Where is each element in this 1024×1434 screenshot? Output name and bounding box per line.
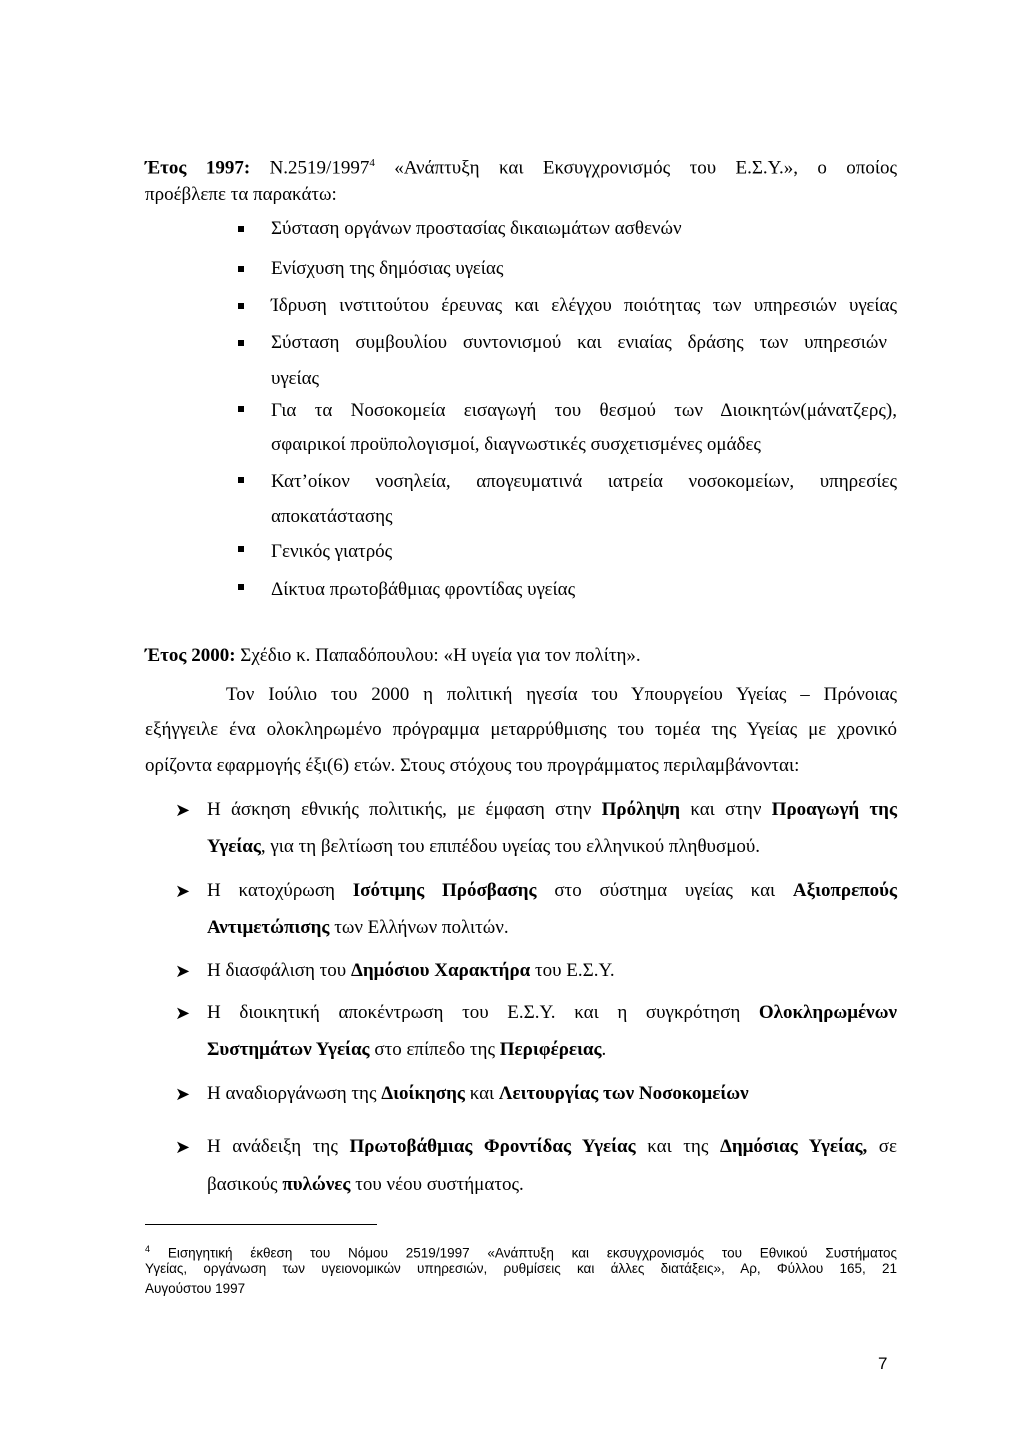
goal-text: Η κατοχύρωση (207, 880, 353, 901)
goal-item (207, 1134, 897, 1160)
goal-item-continuation (207, 1172, 897, 1198)
goal-text: Η αναδιοργάνωση της (207, 1083, 382, 1104)
goal-text: Η ανάδειξη της (207, 1136, 350, 1157)
list-item: Κατ’οίκον νοσηλεία, απογευματινά ιατρεία νοσοκομείων, υπηρεσίες (271, 471, 897, 492)
goal-item (207, 797, 897, 823)
goal-item (207, 958, 897, 984)
goal-text: Η διασφάλιση του (207, 960, 351, 981)
footnote-text: Εισηγητική έκθεση του Νόμου 2519/1997 «Ανάπτυξη και εκσυγχρονισμός του Εθνικού Συστήματος (150, 1245, 897, 1261)
intro-line-1997 (145, 150, 897, 181)
list-item-continuation: υγείας (271, 368, 320, 389)
bullet-icon (238, 584, 244, 590)
goal-emphasis: Δημόσιας Υγείας, (719, 1136, 868, 1157)
goal-item (207, 878, 897, 904)
goal-text: . (601, 1039, 607, 1060)
footnote-separator (145, 1224, 377, 1225)
goal-text: του νέου συστήματος. (350, 1174, 524, 1195)
goal-item-continuation (207, 915, 897, 941)
goal-text: στο σύστημα υγείας και (536, 880, 793, 901)
arrow-bullet-icon: ➤ (175, 1137, 191, 1157)
goal-text: και (464, 1083, 499, 1104)
list-item: Σύσταση οργάνων προστασίας δικαιωμάτων ασθενών (271, 218, 682, 239)
year-2000-heading: Έτος 2000: (145, 645, 236, 666)
bullet-icon (238, 477, 244, 483)
goal-text: Η διοικητική αποκέντρωση του Ε.Σ.Υ. και η συγκρότηση (207, 1002, 759, 1023)
goal-text: Η άσκηση εθνικής πολιτικής, με έμφαση στην (207, 799, 602, 820)
bullet-icon (238, 226, 244, 232)
arrow-bullet-icon: ➤ (175, 1003, 191, 1023)
goal-emphasis: Υγείας (207, 836, 261, 857)
list-item: Ίδρυση ινστιτούτου έρευνας και ελέγχου ποιότητας των υπηρεσιών υγείας (271, 295, 897, 316)
list-item: Ενίσχυση της δημόσιας υγείας (271, 258, 504, 279)
footnote-mark: 4 (145, 1244, 151, 1254)
goal-emphasis: Ολοκληρωμένων (758, 1002, 897, 1023)
paragraph-line: Τον Ιούλιο του 2000 η πολιτική ηγεσία του Υπουργείου Υγείας – Πρόνοιας (226, 684, 897, 705)
goal-emphasis: πυλώνες (282, 1174, 351, 1195)
goal-emphasis: Αντιμετώπισης (207, 917, 330, 938)
bullet-icon (238, 303, 244, 309)
goal-text: , για τη βελτίωση του επιπέδου υγείας του ελληνικού πληθυσμού. (260, 836, 761, 857)
heading-2000 (145, 643, 897, 669)
law-title: «Ανάπτυξη και Εκσυγχρονισμός του Ε.Σ.Υ.», ο οποίος (394, 157, 898, 179)
goal-text: και στην (680, 799, 772, 820)
bullet-icon (238, 546, 244, 552)
page-number: 7 (878, 1354, 888, 1373)
goal-item-continuation (207, 834, 897, 860)
footnote-line: Υγείας, οργάνωση των υγειονομικών υπηρεσιών, ρυθμίσεις και άλλες διατάξεις», Αρ, Φύλλου 165, 21 (145, 1261, 897, 1276)
arrow-bullet-icon: ➤ (175, 800, 191, 820)
goal-text: βασικούς (207, 1174, 283, 1195)
intro-line-2: προέβλεπε τα παρακάτω: (145, 184, 337, 205)
goal-emphasis: Διοίκησης (381, 1083, 465, 1104)
goal-emphasis: Πρόληψη (601, 799, 681, 820)
bullet-icon (238, 340, 244, 346)
goal-text: στο επίπεδο της (369, 1039, 500, 1060)
goal-emphasis: Συστημάτων Υγείας (207, 1039, 370, 1060)
goal-text: του Ε.Σ.Υ. (530, 960, 615, 981)
bullet-icon (238, 406, 244, 412)
law-reference: Ν.2519/1997 (269, 157, 370, 179)
goal-item (207, 1081, 897, 1107)
goal-text: σε (867, 1136, 898, 1157)
arrow-bullet-icon: ➤ (175, 881, 191, 901)
goal-emphasis: Προαγωγή της (771, 799, 897, 820)
goal-text: των Ελλήνων πολιτών. (329, 917, 509, 938)
goal-text: και της (635, 1136, 720, 1157)
footnote-line: Αυγούστου 1997 (145, 1281, 246, 1296)
footnote-reference: 4 (369, 157, 375, 169)
list-item: Γενικός γιατρός (271, 541, 393, 562)
arrow-bullet-icon: ➤ (175, 961, 191, 981)
list-item: Δίκτυα πρωτοβάθμιας φροντίδας υγείας (271, 579, 576, 600)
paragraph-line: ορίζοντα εφαρμογής έξι(6) ετών. Στους στόχους του προγράμματος περιλαμβάνονται: (145, 755, 800, 776)
goal-emphasis: Δημόσιου Χαρακτήρα (350, 960, 531, 981)
goal-emphasis: Πρωτοβάθμιας Φροντίδας Υγείας (349, 1136, 636, 1157)
goal-emphasis: Αξιοπρεπούς (792, 880, 897, 901)
year-1997-heading: Έτος 1997: (145, 157, 251, 179)
list-item-continuation: αποκατάστασης (271, 506, 393, 527)
paragraph-line: εξήγγειλε ένα ολοκληρωμένο πρόγραμμα μεταρρύθμισης του τομέα της Υγείας με χρονικό (145, 719, 897, 740)
goal-emphasis: Ισότιμης Πρόσβασης (352, 880, 537, 901)
plan-title: Σχέδιο κ. Παπαδόπουλου: «Η υγεία για τον πολίτη». (240, 645, 641, 666)
list-item-continuation: σφαιρικοί προϋπολογισμοί, διαγνωστικές συσχετισμένες ομάδες (271, 434, 761, 455)
arrow-bullet-icon: ➤ (175, 1084, 191, 1104)
list-item: Σύσταση συμβουλίου συντονισμού και ενιαίας δράσης των υπηρεσιών (271, 332, 887, 353)
goal-emphasis: Λειτουργίας των Νοσοκομείων (498, 1083, 749, 1104)
list-item: Για τα Νοσοκομεία εισαγωγή του θεσμού των Διοικητών(μάνατζερς), (271, 400, 897, 421)
goal-item (207, 1000, 897, 1026)
bullet-icon (238, 266, 244, 272)
goal-item-continuation (207, 1037, 897, 1063)
goal-emphasis: Περιφέρειας (499, 1039, 602, 1060)
